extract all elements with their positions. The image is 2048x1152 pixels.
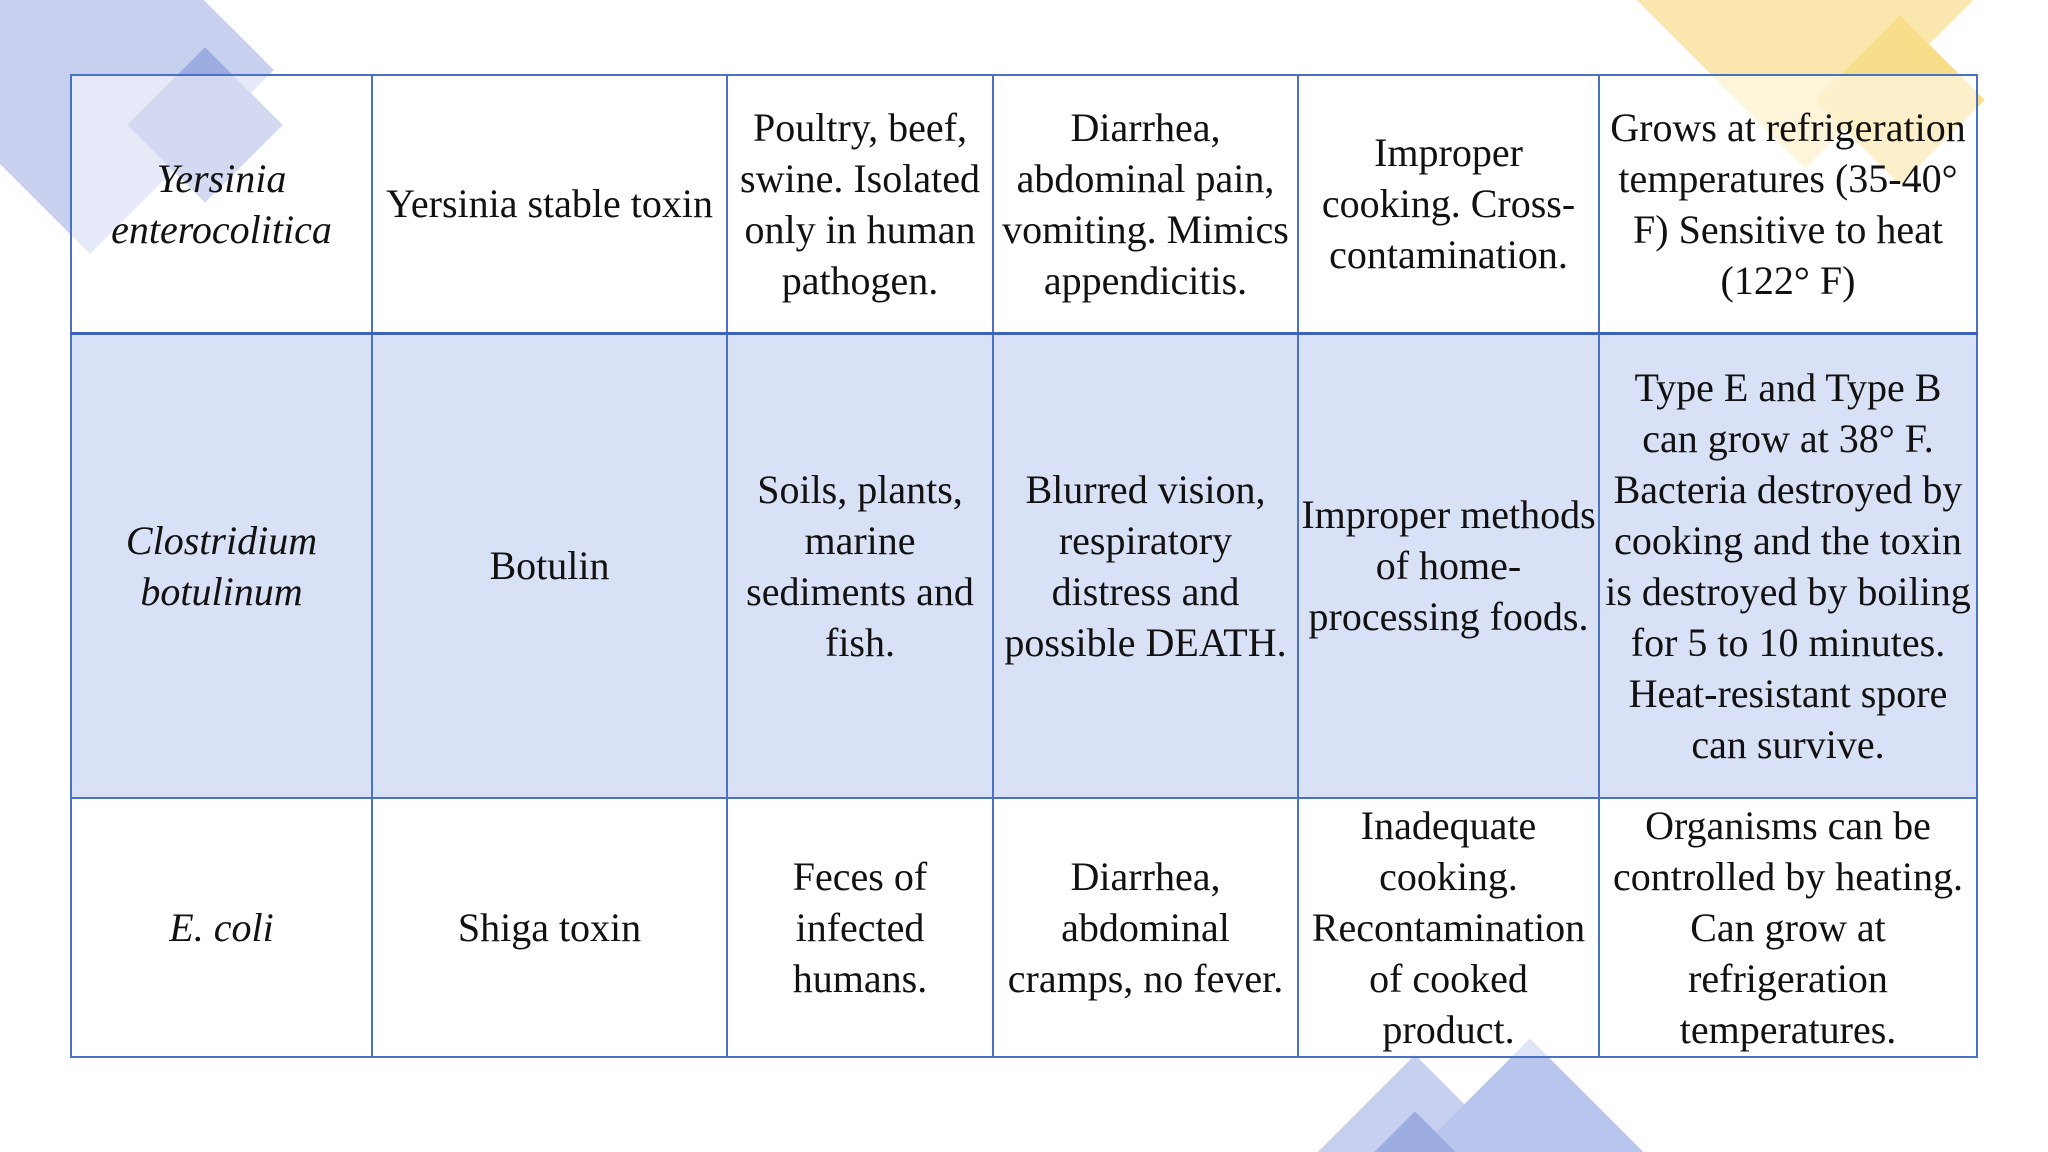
symptoms-cell: Diarrhea, abdominal cramps, no fever. <box>993 798 1298 1057</box>
cause-cell: Improper methods of home-processing foods. <box>1298 333 1599 798</box>
table-row <box>71 798 1977 1057</box>
notes-cell: Organisms can be controlled by heating. Can grow at refrigeration temperatures. <box>1599 798 1977 1057</box>
foodborne-pathogen-table <box>70 74 1978 1058</box>
table-row <box>71 75 1977 333</box>
notes-cell: Type E and Type B can grow at 38° F. Bacteria destroyed by cooking and the toxin is destroyed by boiling for 5 to 10 minutes. Heat-resistant spore can survive. <box>1599 333 1977 798</box>
cause-cell: Improper cooking. Cross-contamination. <box>1298 75 1599 333</box>
symptoms-cell: Diarrhea, abdominal pain, vomiting. Mimics appendicitis. <box>993 75 1298 333</box>
organism-cell: Clostridium botulinum <box>71 333 372 798</box>
cause-cell: Inadequate cooking. Recontamination of cooked product. <box>1298 798 1599 1057</box>
toxin-cell: Botulin <box>372 333 727 798</box>
organism-cell: E. coli <box>71 798 372 1057</box>
notes-cell: Grows at refrigeration temperatures (35-40° F) Sensitive to heat (122° F) <box>1599 75 1977 333</box>
source-cell: Feces of infected humans. <box>727 798 993 1057</box>
source-cell: Soils, plants, marine sediments and fish. <box>727 333 993 798</box>
source-cell: Poultry, beef, swine. Isolated only in human pathogen. <box>727 75 993 333</box>
toxin-cell: Yersinia stable toxin <box>372 75 727 333</box>
organism-cell: Yersinia enterocolitica <box>71 75 372 333</box>
table-row <box>71 333 1977 798</box>
toxin-cell: Shiga toxin <box>372 798 727 1057</box>
symptoms-cell: Blurred vision, respiratory distress and possible DEATH. <box>993 333 1298 798</box>
